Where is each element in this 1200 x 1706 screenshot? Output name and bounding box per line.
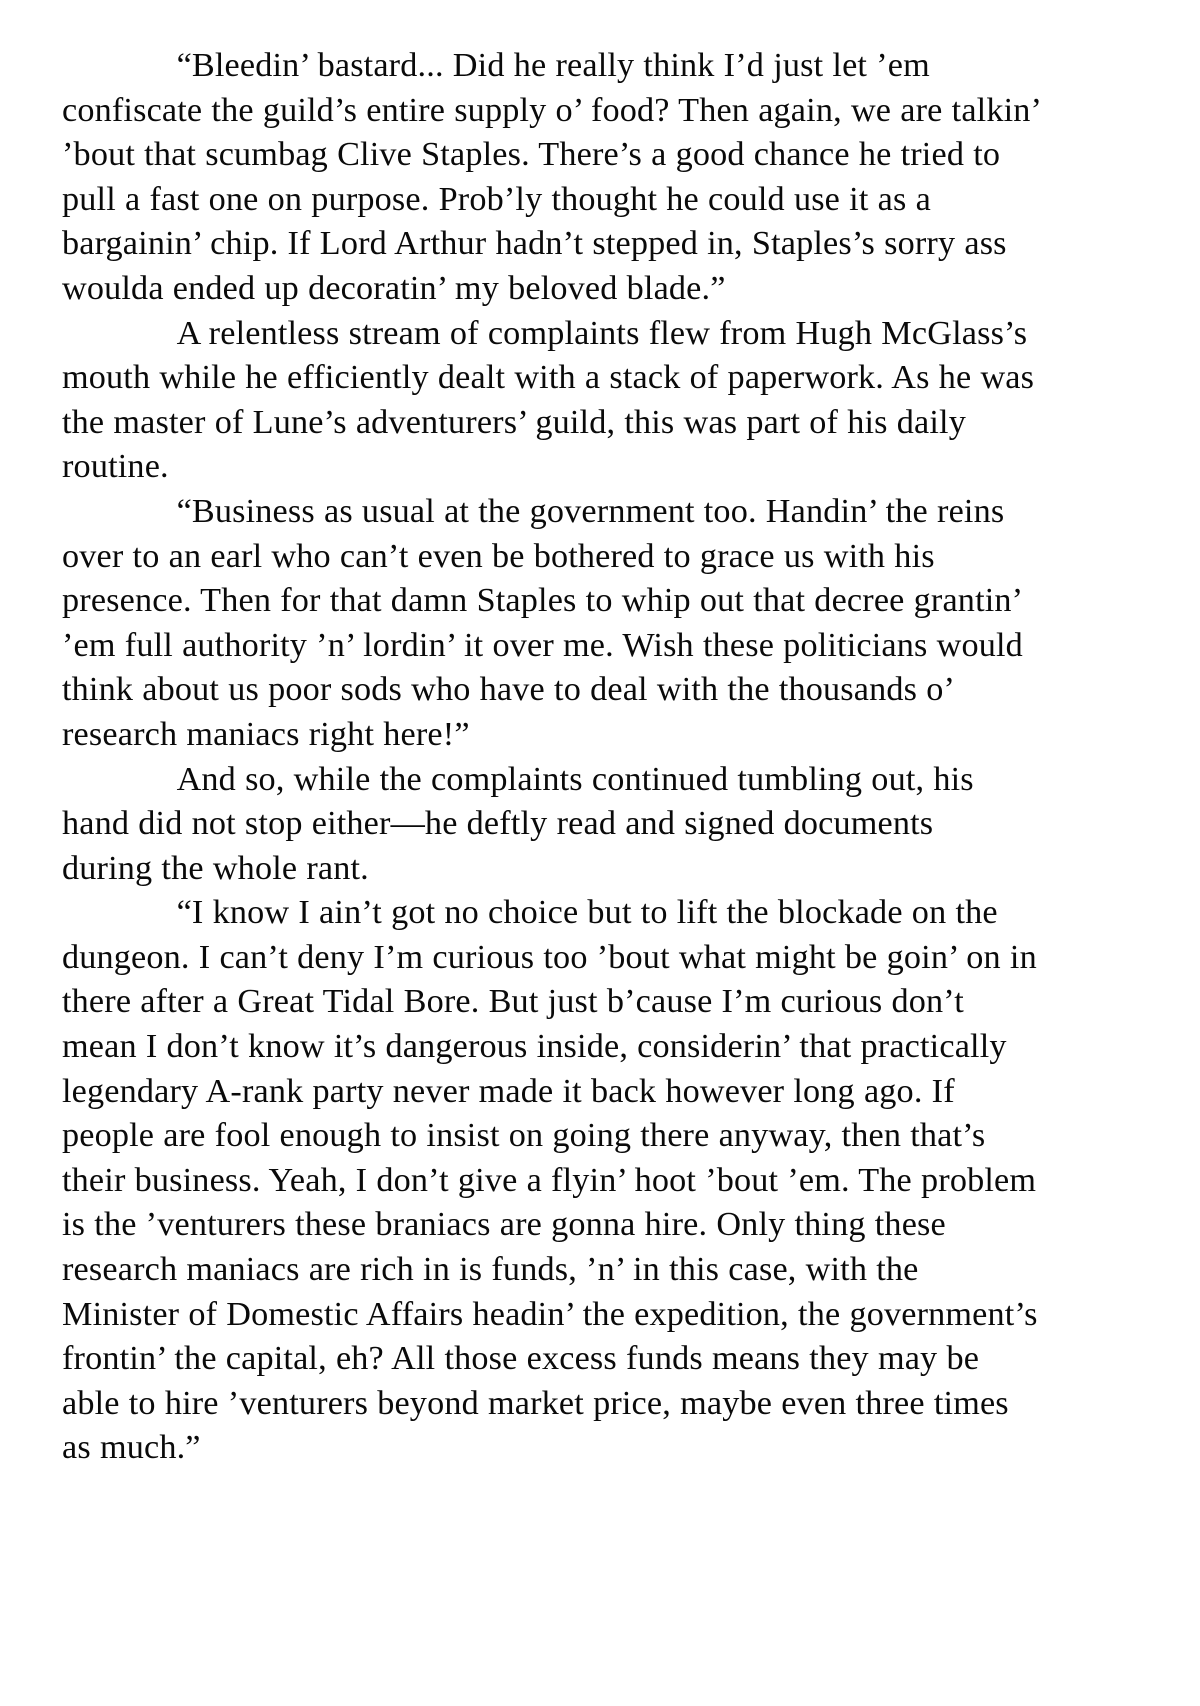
page-text-block [62, 44, 1044, 1471]
paragraph-2: A relentless stream of complaints flew from Hugh McGlass’s mouth while he efficiently dealt with a stack of paperwork. As he was the master of Lune’s adventurers’ guild, this was part of his daily routine. [62, 314, 1035, 486]
paragraph-1: “Bleedin’ bastard... Did he really think I’d just let ’em confiscate the guild’s entire supply o’ food? Then again, we are talkin’ ’bout that scumbag Clive Staples. There’s a good chance he tried to pull a fast one on purpose. Prob’ly thought he could use it as a bargainin’ chip. If Lord Arthur hadn’t stepped in, Staples’s sorry ass woulda ended up decoratin’ my beloved blade.” [62, 47, 1040, 307]
paragraph-5: “I know I ain’t got no choice but to lift the blockade on the dungeon. I can’t deny I’m curious too ’bout what might be goin’ on in there after a Great Tidal Bore. But just b’cause I’m curious don’t mean I don’t know it’s dangerous inside, considerin’ that practically legendary A-rank party never made it back however long ago. If people are fool enough to insist on going there anyway, then that’s their business. Yeah, I don’t give a flyin’ hoot ’bout ’em. The problem is the ’venturers these braniacs are gonna hire. Only thing these research maniacs are rich in is funds, ’n’ in this case, with the Minister of Domestic Affairs headin’ the expedition, the government’s frontin’ the capital, eh? All those excess funds means they may be able to hire ’venturers beyond market price, maybe even three times as much.” [62, 894, 1038, 1467]
paragraph-3: “Business as usual at the government too. Handin’ the reins over to an earl who can’t even be bothered to grace us with his presence. Then for that damn Staples to whip out that decree grantin’ ’em full authority ’n’ lordin’ it over me. Wish these politicians would think about us poor sods who have to deal with the thousands o’ research maniacs right here!” [62, 492, 1023, 753]
paragraph-4: And so, while the complaints continued tumbling out, his hand did not stop either—he deftly read and signed documents during the whole rant. [62, 760, 974, 887]
